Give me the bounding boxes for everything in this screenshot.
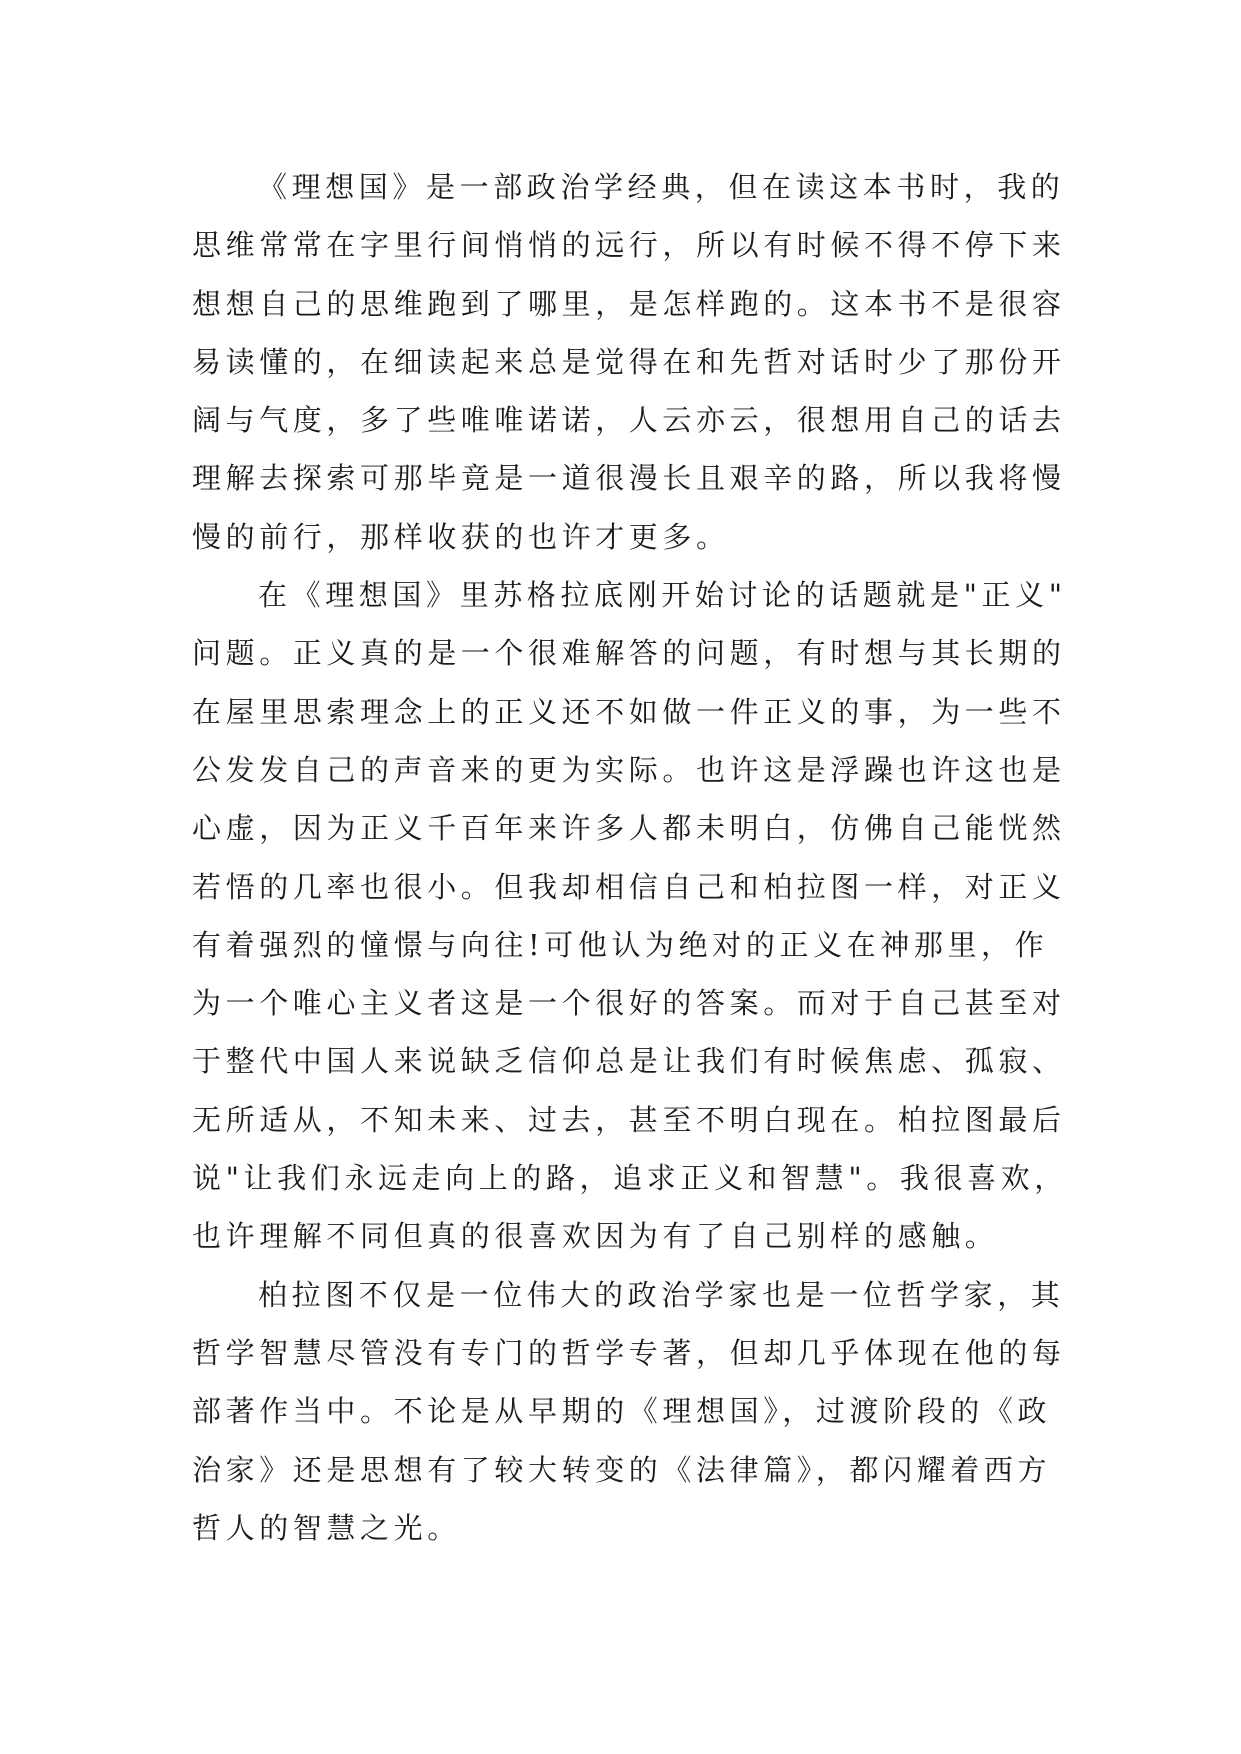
text-line: 部著作当中。不论是从早期的《理想国》，过渡阶段的《政 [192,1394,1052,1429]
paragraph-3 [192,1266,1066,1557]
paragraph-1 [192,158,1066,566]
text-line: 在屋里思索理念上的正义还不如做一件正义的事，为一些不 [192,694,1066,729]
text-line: 心虚，因为正义千百年来许多人都未明白，仿佛自己能恍然 [192,811,1066,846]
text-line: 说"让我们永远走向上的路，追求正义和智慧"。我很喜欢， [192,1161,1068,1196]
text-line: 阔与气度，多了些唯唯诺诺，人云亦云，很想用自己的话去 [192,403,1066,438]
text-line: 哲人的智慧之光。 [192,1510,461,1545]
text-line: 若悟的几率也很小。但我却相信自己和柏拉图一样，对正义 [192,869,1066,904]
text-line: 治家》还是思想有了较大转变的《法律篇》，都闪耀着西方 [192,1452,1052,1487]
text-line: 公发发自己的声音来的更为实际。也许这是浮躁也许这也是 [192,752,1066,787]
paragraph-2 [192,566,1068,1266]
text-line: 于整代中国人来说缺乏信仰总是让我们有时候焦虑、孤寂、 [192,1044,1066,1079]
text-line: 想想自己的思维跑到了哪里，是怎样跑的。这本书不是很容 [192,286,1066,321]
text-line: 为一个唯心主义者这是一个很好的答案。而对于自己甚至对 [192,986,1066,1021]
text-line: 慢的前行，那样收获的也许才更多。 [192,519,730,554]
text-line: 哲学智慧尽管没有专门的哲学专著，但却几乎体现在他的每 [192,1335,1066,1370]
text-line: 理解去探索可那毕竟是一道很漫长且艰辛的路，所以我将慢 [192,461,1066,496]
text-line: 问题。正义真的是一个很难解答的问题，有时想与其长期的 [192,636,1066,671]
text-line: 思维常常在字里行间悄悄的远行，所以有时候不得不停下来 [192,228,1066,263]
text-line: 在《理想国》里苏格拉底刚开始讨论的话题就是"正义" [258,578,1067,613]
text-line: 无所适从，不知未来、过去，甚至不明白现在。柏拉图最后 [192,1102,1066,1137]
text-line: 柏拉图不仅是一位伟大的政治学家也是一位哲学家，其 [258,1277,1065,1312]
text-line: 也许理解不同但真的很喜欢因为有了自己别样的感触。 [192,1219,999,1254]
text-line: 易读懂的，在细读起来总是觉得在和先哲对话时少了那份开 [192,344,1066,379]
document-body [192,158,1068,1557]
text-line: 《理想国》是一部政治学经典，但在读这本书时，我的 [258,170,1065,204]
text-line: 有着强烈的憧憬与向往!可他认为绝对的正义在神那里，作 [192,927,1049,962]
